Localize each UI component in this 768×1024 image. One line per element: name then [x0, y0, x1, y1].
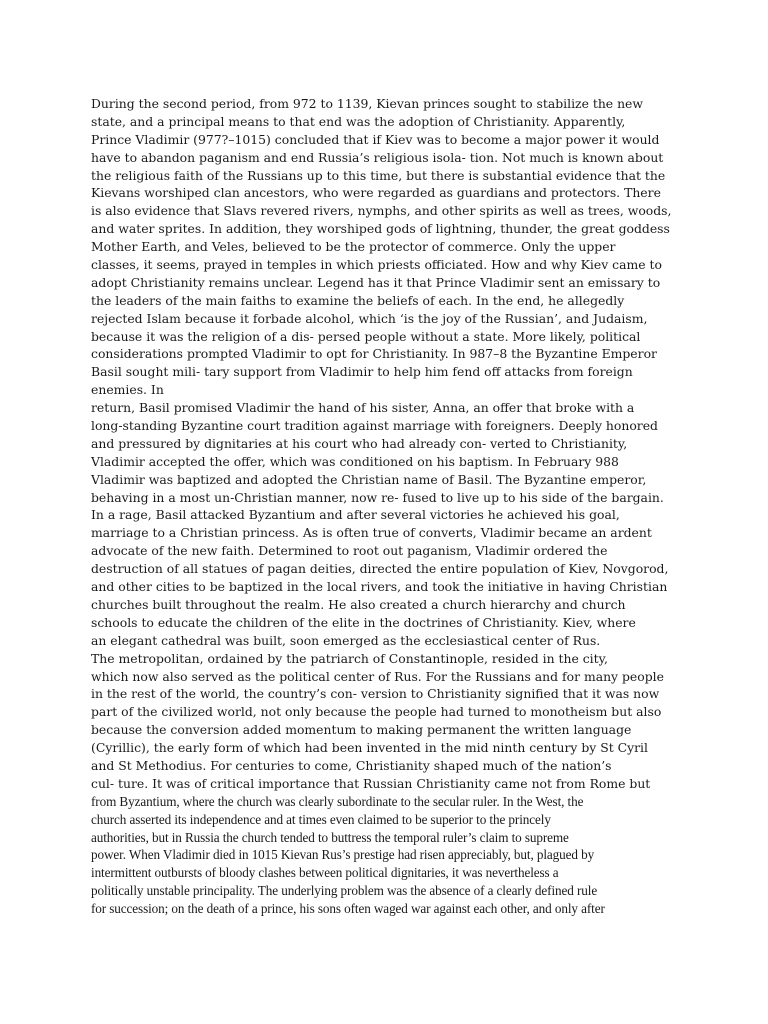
- text-line: the leaders of the main faiths to examine the beliefs of each. In the end, he allegedly: [91, 292, 625, 308]
- text-line: have to abandon paganism and end Russia’s religious isola- tion. Not much is known about: [91, 149, 664, 165]
- text-line: because the conversion added momentum to making permanent the written language: [91, 722, 632, 738]
- text-line: intermittent outbursts of bloody clashes between political dignitaries, it was nevertheless a: [91, 865, 559, 881]
- text-line: Kievans worshiped clan ancestors, who were regarded as guardians and protectors. There: [91, 185, 661, 201]
- text-line: and other cities to be baptized in the local rivers, and took the initiative in having Christian: [91, 579, 668, 595]
- text-line: which now also served as the political center of Rus. For the Russians and for many people: [91, 668, 664, 684]
- text-line: and pressured by dignitaries at his court who had already con- verted to Christianity,: [91, 435, 628, 451]
- text-line: Mother Earth, and Veles, believed to be the protector of commerce. Only the upper: [91, 239, 616, 255]
- text-line: rejected Islam because it forbade alcohol, which ‘is the joy of the Russian’, and Judaism,: [91, 310, 648, 326]
- text-line: part of the civilized world, not only because the people had turned to monotheism but also: [91, 704, 662, 720]
- text-line: classes, it seems, prayed in temples in which priests officiated. How and why Kiev came to: [91, 257, 662, 273]
- text-line: During the second period, from 972 to 1139, Kievan princes sought to stabilize the new: [91, 96, 644, 111]
- text-line: is also evidence that Slavs revered rivers, nymphs, and other spirits as well as trees, woods,: [91, 203, 672, 219]
- text-line: state, and a principal means to that end was the adoption of Christianity. Apparently,: [91, 113, 626, 129]
- text-line: return, Basil promised Vladimir the hand of his sister, Anna, an offer that broke with a: [91, 400, 635, 416]
- text-line: Basil sought mili- tary support from Vladimir to help him fend off attacks from foreign: [91, 364, 633, 380]
- text-line: cul- ture. It was of critical importance that Russian Christianity came not from Rome but: [91, 775, 651, 791]
- text-line: an elegant cathedral was built, soon emerged as the ecclesiastical center of Rus.: [91, 632, 601, 648]
- text-line: considerations prompted Vladimir to opt for Christianity. In 987–8 the Byzantine Emperor: [91, 346, 657, 362]
- text-line: from Byzantium, where the church was clearly subordinate to the secular ruler. In the West, the: [91, 793, 584, 809]
- text-line: behaving in a most un-Christian manner, now re- fused to live up to his side of the bargain.: [91, 489, 664, 505]
- text-line: in the rest of the world, the country’s con- version to Christianity signified that it was now: [91, 686, 660, 702]
- text-line: The metropolitan, ordained by the patriarch of Constantinople, resided in the city,: [91, 650, 608, 666]
- text-line: churches built throughout the realm. He also created a church hierarchy and church: [91, 596, 626, 612]
- text-line: the religious faith of the Russians up to this time, but there is substantial evidence that the: [91, 167, 666, 183]
- text-line: marriage to a Christian princess. As is often true of converts, Vladimir became an ardent: [91, 525, 652, 541]
- text-line: authorities, but in Russia the church tended to buttress the temporal ruler’s claim to supreme: [91, 829, 569, 845]
- text-line: advocate of the new faith. Determined to root out paganism, Vladimir ordered the: [91, 543, 608, 559]
- text-line: adopt Christianity remains unclear. Legend has it that Prince Vladimir sent an emissary to: [91, 274, 661, 290]
- text-line: In a rage, Basil attacked Byzantium and after several victories he achieved his goal,: [91, 507, 620, 523]
- text-line: church asserted its independence and at times even claimed to be superior to the princely: [91, 811, 551, 827]
- text-line: enemies. In: [91, 382, 164, 398]
- text-line: schools to educate the children of the elite in the doctrines of Christianity. Kiev, where: [91, 614, 636, 630]
- text-line: long-standing Byzantine court tradition against marriage with foreigners. Deeply honored: [91, 418, 658, 434]
- text-line: because it was the religion of a dis- persed people without a state. More likely, political: [91, 328, 641, 344]
- text-line: politically unstable principality. The underlying problem was the absence of a clearly defined rule: [91, 883, 598, 899]
- text-line: for succession; on the death of a prince, his sons often waged war against each other, and only after: [91, 901, 605, 917]
- text-line: Vladimir was baptized and adopted the Christian name of Basil. The Byzantine emperor,: [91, 471, 647, 487]
- text-line: and water sprites. In addition, they worshiped gods of lightning, thunder, the great goddess: [91, 221, 670, 237]
- text-line: Vladimir accepted the offer, which was conditioned on his baptism. In February 988: [91, 453, 619, 469]
- text-line: Prince Vladimir (977?–1015) concluded that if Kiev was to become a major power it would: [91, 131, 660, 147]
- text-line: power. When Vladimir died in 1015 Kievan Rus’s prestige had risen appreciably, but, plagued by: [91, 847, 595, 863]
- text-line: and St Methodius. For centuries to come, Christianity shaped much of the nation’s: [91, 757, 612, 773]
- text-line: (Cyrillic), the early form of which had been invented in the mid ninth century by St Cyril: [91, 740, 648, 756]
- text-line: destruction of all statues of pagan deities, directed the entire population of Kiev, Novgorod,: [91, 561, 669, 577]
- document-body: [91, 95, 691, 918]
